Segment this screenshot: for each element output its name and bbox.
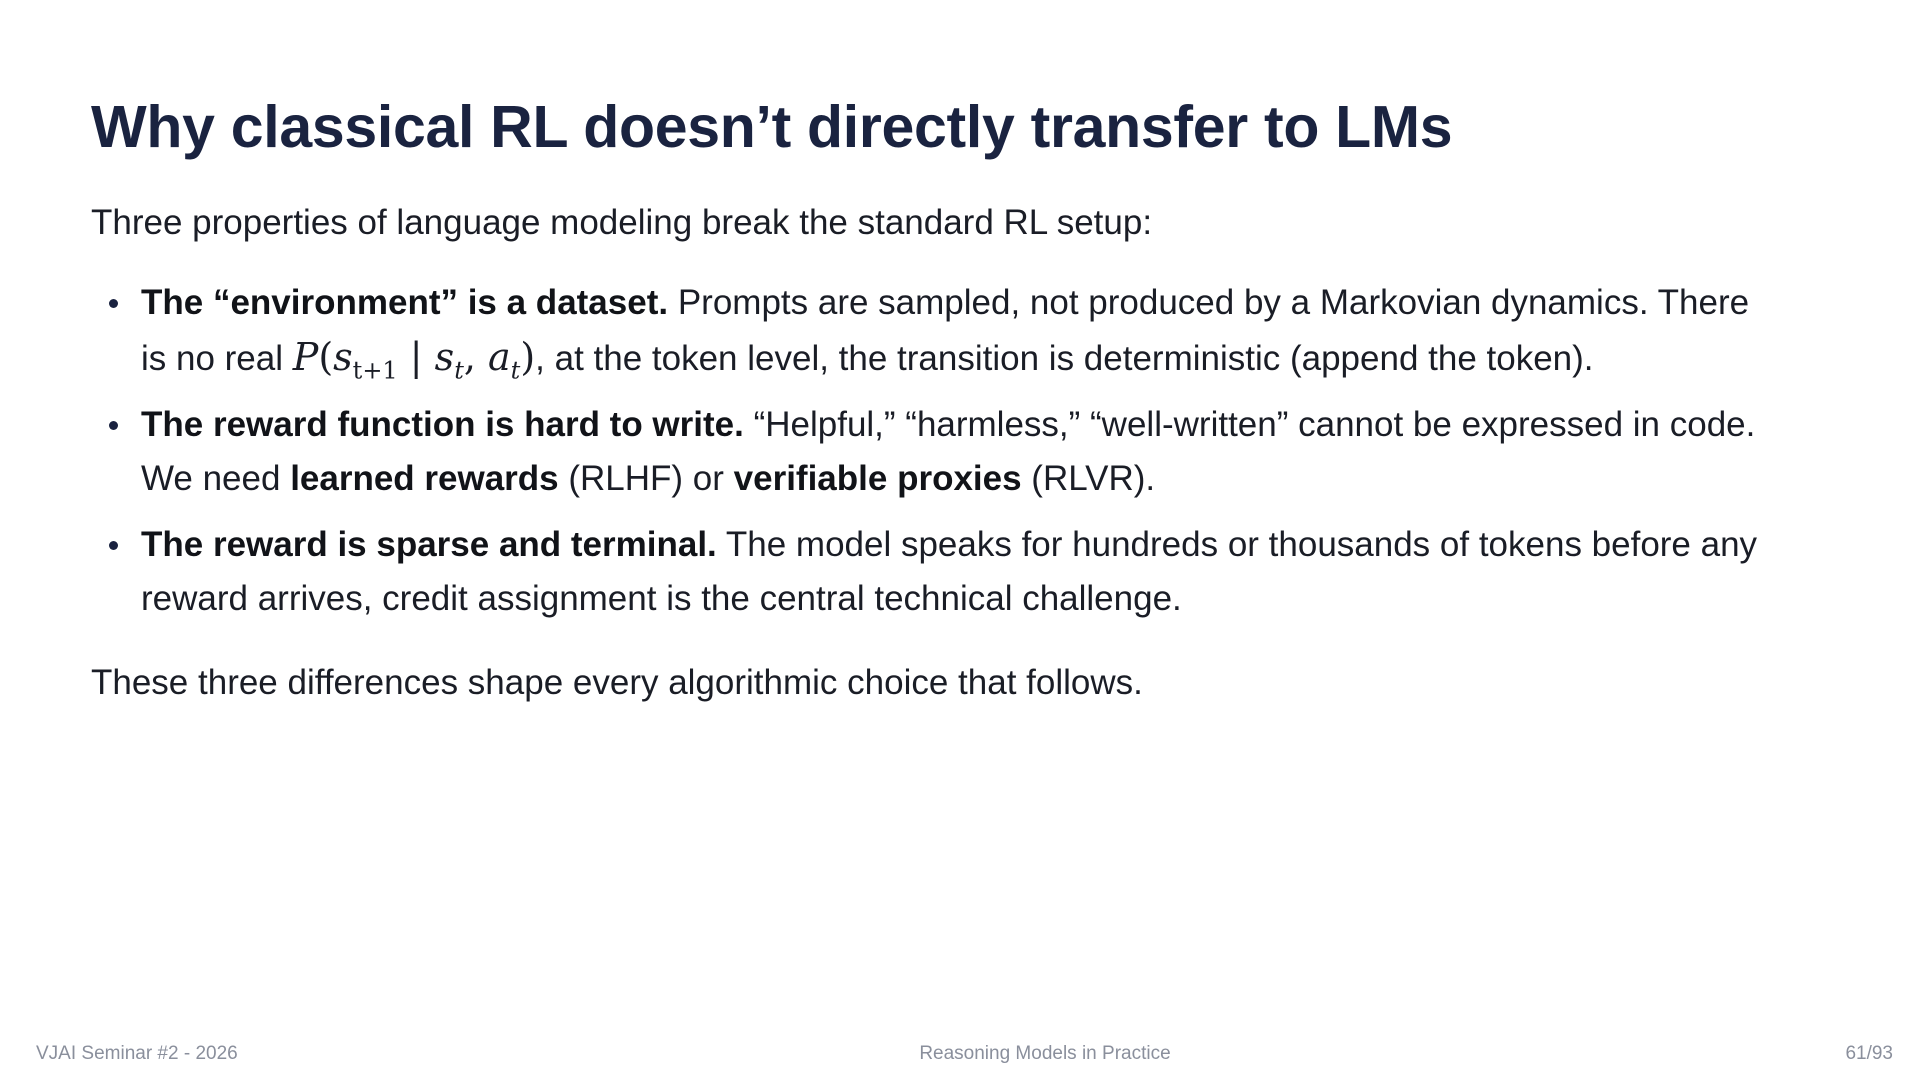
math-subscript: t xyxy=(510,356,521,385)
bullet-line xyxy=(141,452,1851,506)
bullet-reward-function xyxy=(91,398,1851,506)
bullet-line xyxy=(141,330,1851,386)
slide-title: Why classical RL doesn’t directly transfer to LMs xyxy=(91,94,1453,160)
intro-text: Three properties of language modeling break the standard RL setup: xyxy=(91,203,1153,242)
emphasis-text: verifiable proxies xyxy=(733,459,1022,498)
bullet-line xyxy=(141,518,1851,572)
math-symbol: a xyxy=(488,335,511,379)
math-symbol: s xyxy=(333,335,353,379)
bullet-text: “Helpful,” “harmless,” “well-written” cannot be expressed in code. xyxy=(743,405,1756,444)
bullet-text: (RLVR). xyxy=(1021,459,1156,498)
footer-deck-title: Reasoning Models in Practice xyxy=(919,1043,1171,1064)
bullet-sparse-reward xyxy=(91,518,1851,626)
math-symbol: , xyxy=(463,335,489,379)
bullet-text: is no real xyxy=(141,339,293,378)
bullet-text: (RLHF) or xyxy=(558,459,734,498)
bullet-dot-icon xyxy=(109,541,118,550)
bullet-text: We need xyxy=(141,459,291,498)
bullet-text: The model speaks for hundreds or thousands of tokens before any xyxy=(716,525,1758,564)
footer-event: VJAI Seminar #2 - 2026 xyxy=(36,1043,238,1064)
math-symbol: P xyxy=(292,335,319,379)
bullet-list xyxy=(91,276,1851,638)
bullet-lead: The reward function is hard to write. xyxy=(141,405,744,444)
footer-page-number: 61/93 xyxy=(1845,1043,1893,1064)
math-symbol: ) xyxy=(520,335,536,379)
bullet-text: , at the token level, the transition is deterministic (append the token). xyxy=(535,339,1594,378)
emphasis-text: learned rewards xyxy=(290,459,559,498)
closing-text: These three differences shape every algorithmic choice that follows. xyxy=(91,663,1143,702)
math-symbol: s xyxy=(434,335,455,379)
math-symbol: ( xyxy=(318,335,334,379)
math-subscript: t+1 xyxy=(352,356,398,385)
transition-formula xyxy=(292,335,536,385)
bullet-dot-icon xyxy=(109,421,118,430)
bullet-dot-icon xyxy=(109,299,118,308)
bullet-text: Prompts are sampled, not produced by a Markovian dynamics. There xyxy=(668,283,1750,322)
math-subscript: t xyxy=(454,356,464,385)
math-symbol: | xyxy=(397,335,435,379)
bullet-environment xyxy=(91,276,1851,386)
bullet-lead: The “environment” is a dataset. xyxy=(141,283,669,322)
bullet-line xyxy=(141,276,1851,330)
bullet-line: reward arrives, credit assignment is the central technical challenge. xyxy=(141,579,1182,618)
bullet-line xyxy=(141,398,1851,452)
bullet-lead: The reward is sparse and terminal. xyxy=(141,525,717,564)
